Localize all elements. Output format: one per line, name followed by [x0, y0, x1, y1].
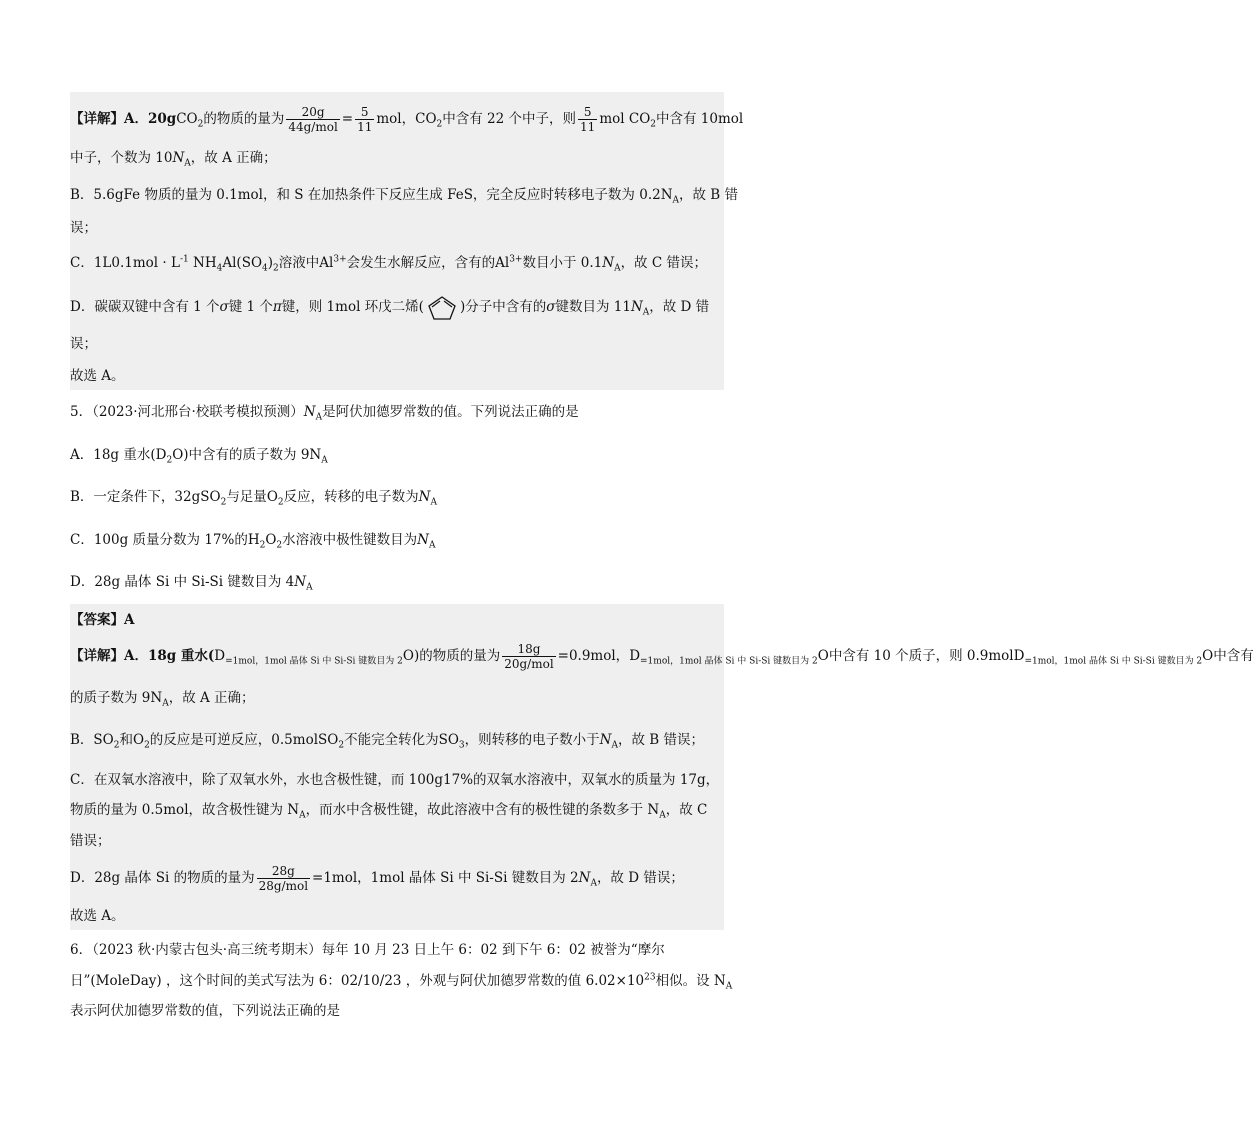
detail5-line-d: D．28g 晶体 Si 的物质的量为 $\frac{28g}{\text{28g/mol}}$ =1mol，1mol 晶体 Si 中 Si-Si 键数目为 $2N_A$，故 D 错误；: [70, 864, 684, 893]
detail4-line-a2: 中子，个数为 $10N_A$，故 A 正确；: [70, 150, 277, 169]
q6-line3: 表示阿伏加德罗常数的值，下列说法正确的是: [70, 1003, 340, 1019]
q6-line1: 6．（2023 秋·内蒙古包头·高三统考期末）每年 10 月 23 日上午 6：02 到下午 6：02 被誉为“摩尔: [70, 942, 665, 958]
fraction: $\frac{20g}{\text{44g/mol}}$: [288, 105, 338, 134]
q5-option-a: A．18g 重水$(D_2O)$中含有的质子数为 $9N_A$: [70, 447, 328, 466]
q5-option-b: B．一定条件下，32gSO$_2$与足量$O_2$反应，转移的电子数为$N_A$: [70, 489, 437, 508]
detail4-line-b: B．5.6gFe 物质的量为 0.1mol，和 S 在加热条件下反应生成 FeS，完全反应时转移电子数为 $0.2N_A$，故 B 错: [70, 187, 739, 206]
q5-stem: 5．（2023·河北邢台·校联考模拟预测）$N_A$是阿伏加德罗常数的值。下列说法正确的是: [70, 404, 579, 423]
fraction: $\frac{5}{11}$: [357, 105, 373, 134]
detail5-line-c3: 错误；: [70, 833, 111, 849]
q5-option-c: C．100g 质量分数为 17%的$H_2O_2$水溶液中极性键数目为$N_A$: [70, 532, 436, 551]
answer5: 【答案】A: [70, 612, 135, 628]
q6-line2: 日”(MoleDay) ，这个时间的美式写法为 6：02/10/23 ，外观与阿伏加德罗常数的值 $6.02\times 10^{23}$相似。设 $N_A$: [70, 972, 733, 992]
fraction: $\frac{28g}{\text{28g/mol}}$: [258, 864, 309, 893]
detail4-end: 故选 A。: [70, 368, 125, 384]
detail4-line-b2: 误；: [70, 220, 97, 236]
q5-option-d: D．28g 晶体 Si 中 Si-Si 键数目为 $4N_A$: [70, 574, 313, 593]
detail4-line-d2: 误；: [70, 336, 97, 352]
detail5-line-c1: C．在双氧水溶液中，除了双氧水外，水也含极性键，而 100g17%的双氧水溶液中，双氧水的质量为 17g，: [70, 772, 720, 788]
detail5-end: 故选 A。: [70, 908, 125, 924]
detail5-line-a: 【详解】A．18g 重水$(D_{=1mol,1mol 晶体 Si 中 Si-Si 键数目为 2}O)$的物质的量为 $\frac{18g}{\text{20g/mol}}$ =0.9mol，$D_{=1mol,1mol 晶体 Si 中 Si-Si 键数目为 2}O$中含有 10 个质子，则 0.9molD$_{=1mol,1mol 晶体 Si 中 Si-Si 键数目为 2}$O中含有: [70, 642, 1254, 671]
detail4-line-c: C．$1L0.1mol \cdot L^{-1}$ $NH_4Al(SO_4)_2$溶液中$Al^{3+}$会发生水解反应，含有的$Al^{3+}$数目小于 $0.1N_A$，故 C 错误；: [70, 254, 707, 274]
detail4-line-a: 【详解】A．20gCO$_2$的物质的量为 $\frac{20g}{\text{44g/mol}}$ = $\frac{5}{11}$ mol，$CO_2$中含有 22 个中子，则 $\frac{5}{11}$ mol $CO_2$中含有 10mol: [70, 105, 744, 134]
detail5-line-a2: 的质子数为 $9N_A$，故 A 正确；: [70, 690, 255, 709]
detail5-line-b: B．$SO_2$和$O_2$的反应是可逆反应，0.5molSO$_2$不能完全转化为$SO_3$，则转移的电子数小于$N_A$，故 B 错误；: [70, 732, 704, 751]
detail4-line-d: D．碳碳双键中含有 1 个σ键 1 个π键，则 1mol 环戊二烯( )分子中含有的σ键数目为 $11N_A$，故 D 错: [70, 292, 725, 322]
fraction: $\frac{18g}{\text{20g/mol}}$: [504, 642, 554, 671]
cyclopentadiene-structure-icon: [424, 294, 460, 322]
fraction: $\frac{5}{11}$: [580, 105, 596, 134]
detail5-line-c2: 物质的量为 0.5mol，故含极性键为 $N_A$，而水中含极性键，故此溶液中含有的极性键的条数多于 $N_A$，故 C: [70, 802, 708, 821]
